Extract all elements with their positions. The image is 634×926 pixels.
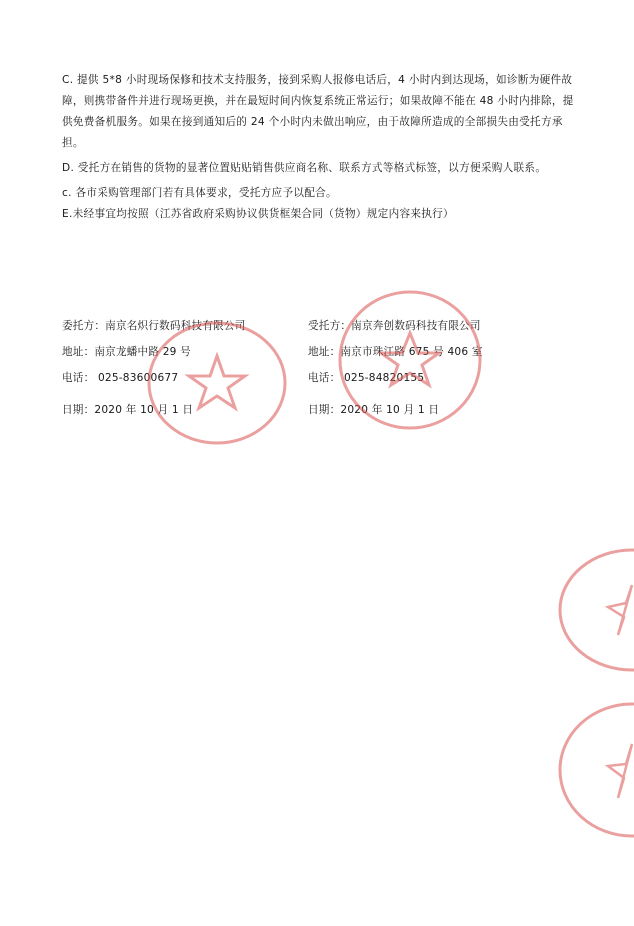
agent-address: 地址：南京市珠江路 675 号 406 室 [308,346,483,358]
clause-c-cooperation: c. 各市采购管理部门若有具体要求，受托方应予以配合。 [62,187,337,199]
clause-c-service: C. 提供 5*8 小时现场保修和技术支持服务，接到采购人报修电话后，4 小时内到达现场，如诊断为硬件故障，则携带备件并进行现场更换，并在最短时间内恢复系统正常运行；如果故障不能在 48 小时内排除，提供免费备机服务。如果在接到通知后的 24 个小时内未做出响应，由于故障所造成的全部损失由受托方承担。 [62,74,574,149]
seam-seal-lower-stamp [548,700,634,840]
client-name: 委托方：南京名炽行数码科技有限公司 [62,320,246,332]
agent-phone: 电话： 025-84820155 [308,372,425,384]
clause-d-labels: D. 受托方在销售的货物的显著位置贴贴销售供应商名称、联系方式等格式标签，以方便采购人联系。 [62,162,547,174]
client-date: 日期：2020 年 10 月 1 日 [62,404,194,416]
contract-clauses [62,70,582,225]
seam-seal-upper-stamp [548,545,634,675]
agent-name: 受托方：南京奔创数码科技有限公司 [308,320,481,332]
client-address: 地址：南京龙蟠中路 29 号 [62,346,191,358]
agent-date: 日期：2020 年 10 月 1 日 [308,404,440,416]
clause-e-other: E.未经事宜均按照（江苏省政府采购协议供货框架合同（货物）规定内容来执行） [62,208,454,220]
client-phone: 电话： 025-83600677 [62,372,179,384]
